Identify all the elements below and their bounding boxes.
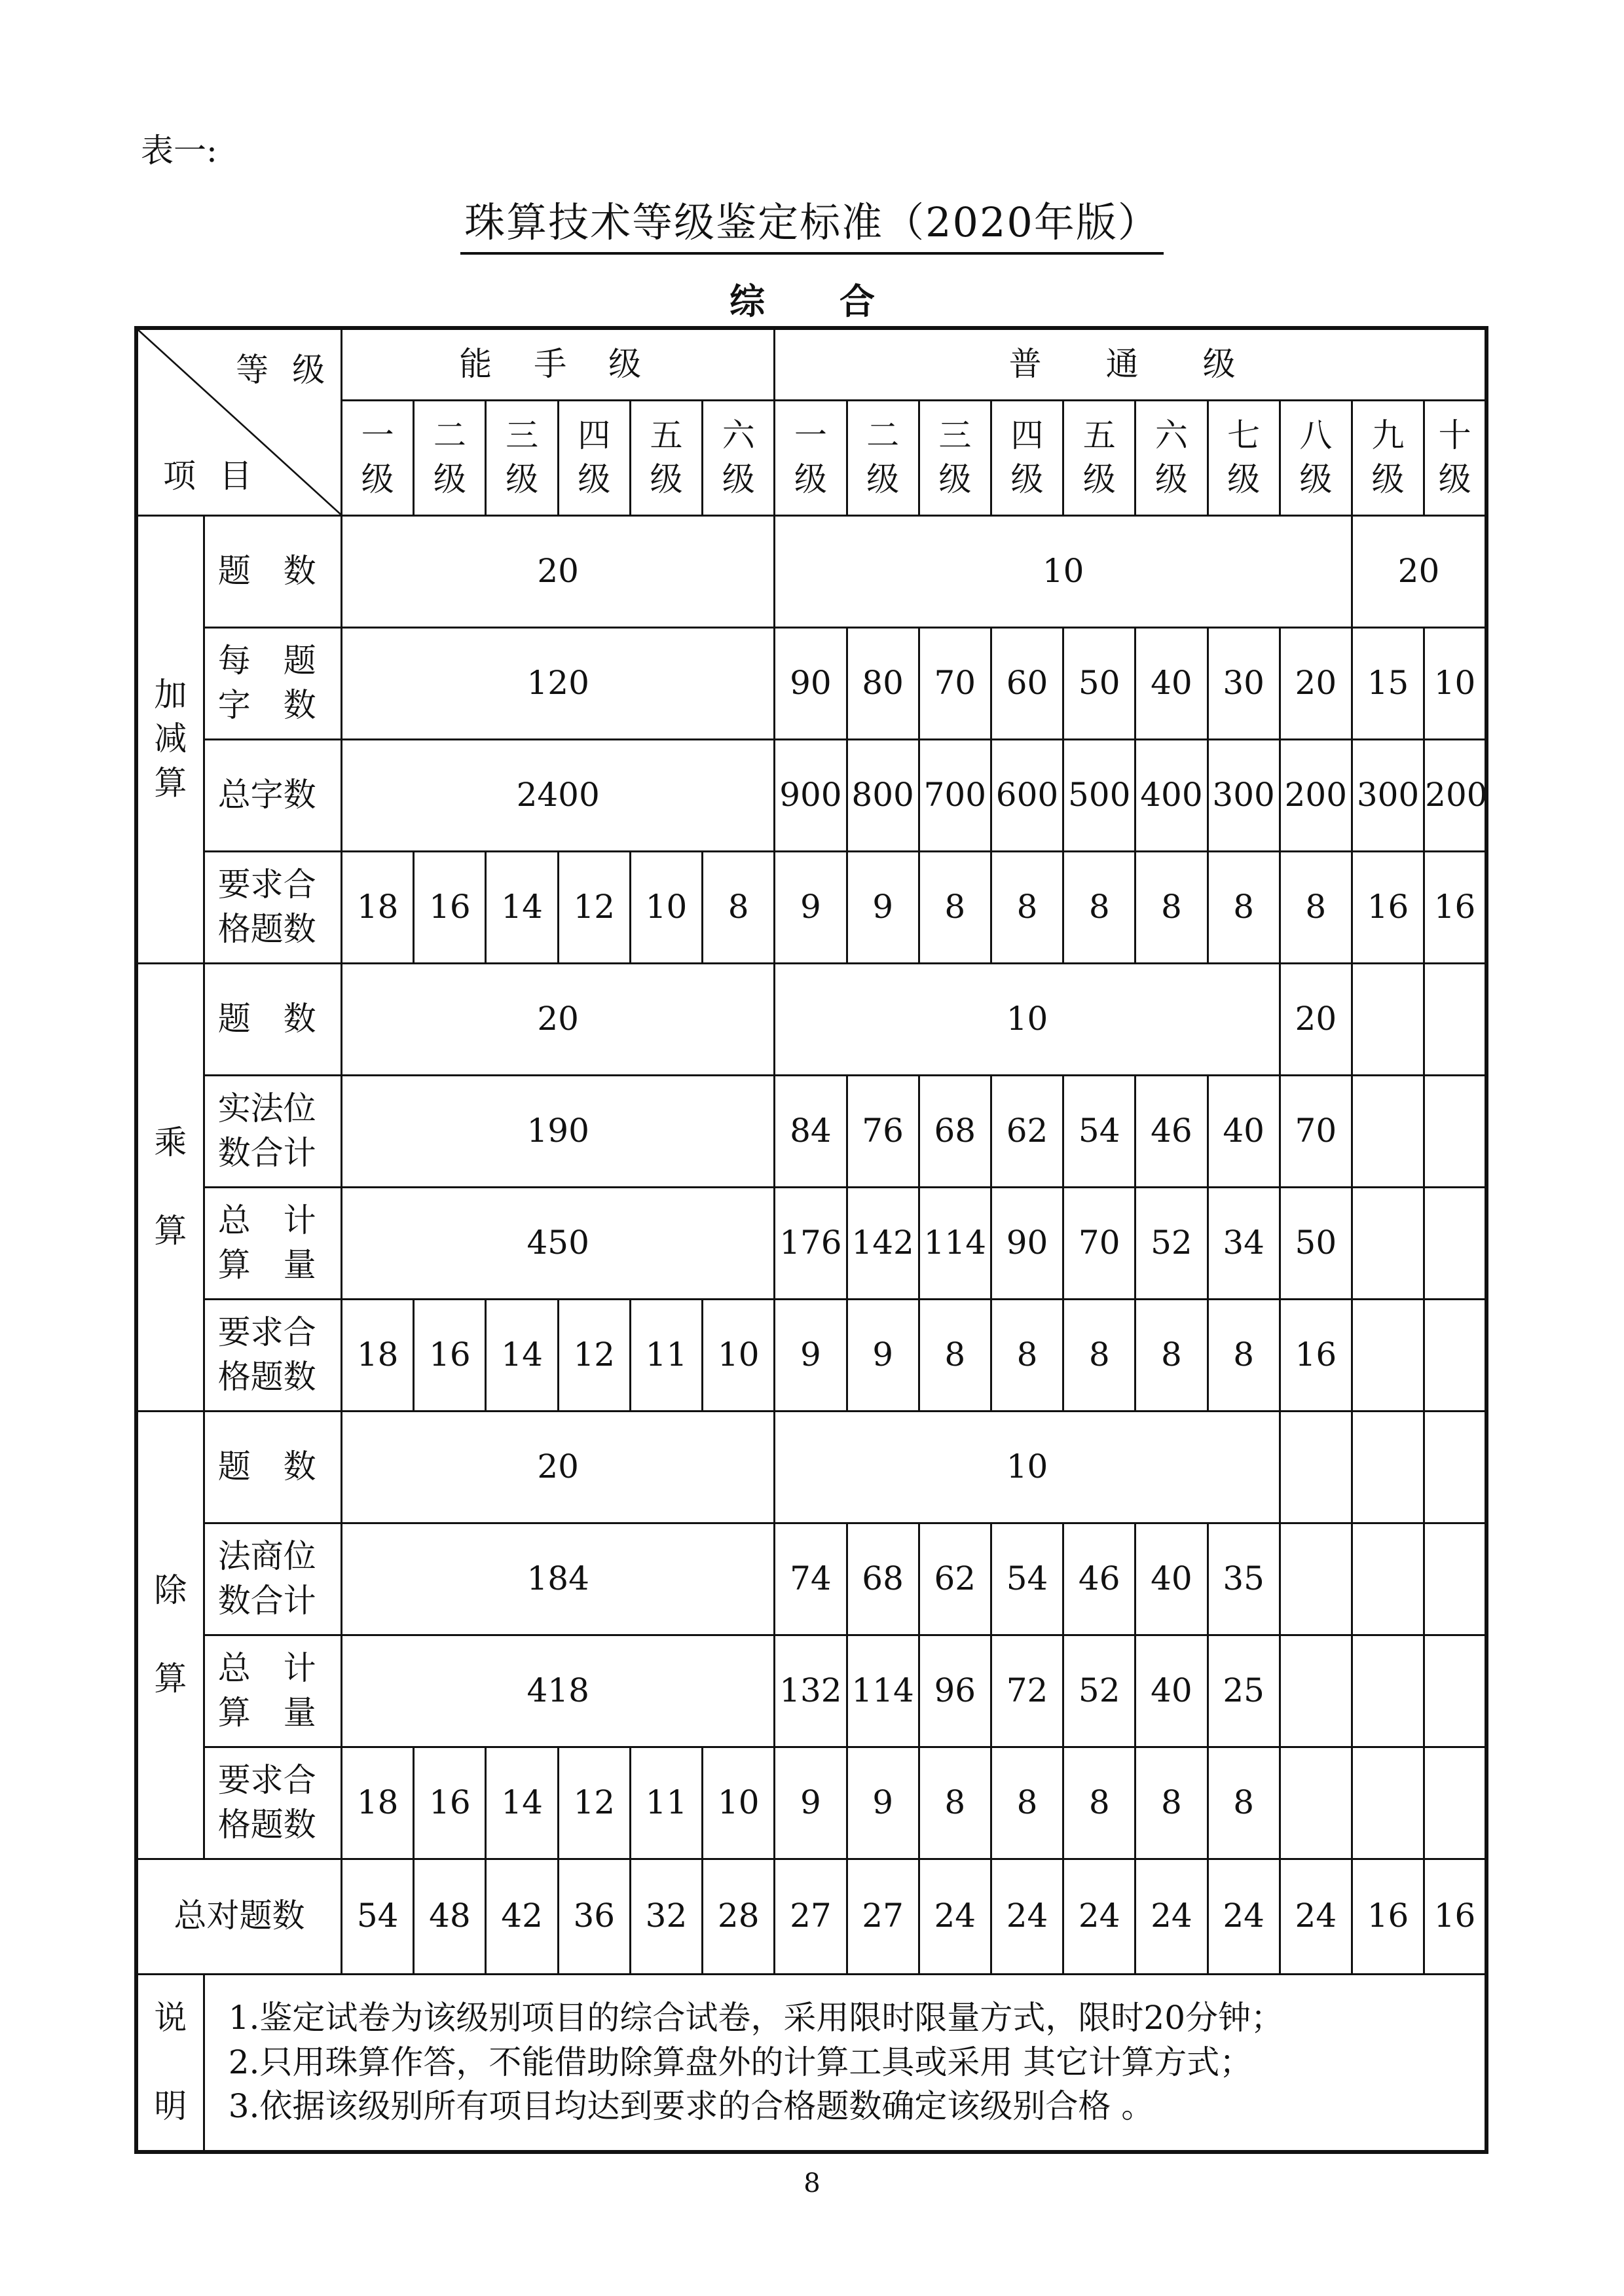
table-cell: 18: [342, 1299, 414, 1411]
table-cell: 184: [342, 1523, 775, 1635]
table-cell: 20: [1352, 515, 1486, 627]
group-header-putong: 普 通 级: [775, 328, 1486, 400]
table-cell: 70: [1063, 1187, 1135, 1299]
level-header: 十 级: [1424, 400, 1486, 515]
table-cell: 8: [1063, 1299, 1135, 1411]
table-cell: 84: [775, 1075, 847, 1187]
table-cell: 120: [342, 627, 775, 739]
table-row: [136, 851, 1486, 963]
table-cell: 96: [919, 1635, 991, 1747]
table-cell: 300: [1208, 739, 1280, 851]
table-cell: 68: [919, 1075, 991, 1187]
table-cell: 500: [1063, 739, 1135, 851]
table-cell: 40: [1135, 627, 1208, 739]
standards-table: [134, 326, 1488, 2154]
table-cell: 50: [1063, 627, 1135, 739]
table-cell: 9: [847, 1299, 919, 1411]
notes-body: [204, 1974, 1486, 2152]
table-cell: 114: [919, 1187, 991, 1299]
table-cell: 24: [1063, 1859, 1135, 1974]
table-cell: 450: [342, 1187, 775, 1299]
table-cell: 12: [558, 1299, 630, 1411]
empty-cell: [1424, 1411, 1486, 1523]
table-cell: 8: [1208, 1747, 1280, 1859]
table-cell: 8: [919, 851, 991, 963]
empty-cell: [1280, 1635, 1352, 1747]
table-cell: 32: [630, 1859, 702, 1974]
table-cell: 28: [703, 1859, 775, 1974]
table-cell: 132: [775, 1635, 847, 1747]
table-cell: 8: [703, 851, 775, 963]
notes-row: [136, 1974, 1486, 2152]
table-cell: 8: [1063, 1747, 1135, 1859]
table-cell: 11: [630, 1299, 702, 1411]
table-cell: 40: [1208, 1075, 1280, 1187]
table-cell: 90: [775, 627, 847, 739]
table-cell: 8: [1135, 851, 1208, 963]
table-cell: 9: [847, 851, 919, 963]
level-header: 七 级: [1208, 400, 1280, 515]
table-row: [136, 1187, 1486, 1299]
row-label: 题 数: [204, 1411, 341, 1523]
table-cell: 40: [1135, 1635, 1208, 1747]
table-cell: 10: [703, 1747, 775, 1859]
page-title: 珠算技术等级鉴定标准（2020年版）: [0, 190, 1624, 255]
row-label: 题 数: [204, 515, 341, 627]
table-cell: 46: [1063, 1523, 1135, 1635]
table-cell: 24: [1280, 1859, 1352, 1974]
table-cell: 50: [1280, 1187, 1352, 1299]
row-label: 总 计 算 量: [204, 1187, 341, 1299]
empty-cell: [1352, 1747, 1424, 1859]
corner-item-label: 项 目: [163, 457, 259, 495]
table-row: [136, 739, 1486, 851]
table-cell: 52: [1135, 1187, 1208, 1299]
level-header: 五 级: [1063, 400, 1135, 515]
empty-cell: [1352, 1635, 1424, 1747]
table-cell: 176: [775, 1187, 847, 1299]
table-cell: 8: [1135, 1299, 1208, 1411]
table-cell: 12: [558, 1747, 630, 1859]
table-row: [136, 1299, 1486, 1411]
table-row: [136, 515, 1486, 627]
table-cell: 48: [414, 1859, 486, 1974]
row-label: 要求合 格题数: [204, 1299, 341, 1411]
table-row: [136, 627, 1486, 739]
table-cell: 8: [991, 851, 1063, 963]
table-cell: 10: [630, 851, 702, 963]
table-cell: 24: [1208, 1859, 1280, 1974]
table-cell: 8: [1208, 1299, 1280, 1411]
table-row: [136, 1411, 1486, 1523]
table-cell: 10: [775, 963, 1280, 1075]
level-header: 三 级: [486, 400, 558, 515]
table-cell: 18: [342, 1747, 414, 1859]
table-cell: 16: [1424, 1859, 1486, 1974]
table-cell: 10: [775, 1411, 1280, 1523]
table-cell: 18: [342, 851, 414, 963]
table-cell: 16: [1424, 851, 1486, 963]
table-cell: 36: [558, 1859, 630, 1974]
row-label: 总 计 算 量: [204, 1635, 341, 1747]
table-cell: 20: [342, 963, 775, 1075]
table-cell: 9: [847, 1747, 919, 1859]
table-cell: 9: [775, 1299, 847, 1411]
empty-cell: [1352, 1523, 1424, 1635]
table-cell: 10: [775, 515, 1352, 627]
table-cell: 35: [1208, 1523, 1280, 1635]
table-cell: 16: [414, 1299, 486, 1411]
table-cell: 24: [919, 1859, 991, 1974]
row-label: 要求合 格题数: [204, 1747, 341, 1859]
total-label: 总对题数: [136, 1859, 342, 1974]
note-item: 1.鉴定试卷为该级别项目的综合试卷，采用限时限量方式，限时20分钟；: [228, 1999, 1284, 2037]
table-cell: 11: [630, 1747, 702, 1859]
level-header: 五 级: [630, 400, 702, 515]
table-cell: 15: [1352, 627, 1424, 739]
table-cell: 25: [1208, 1635, 1280, 1747]
note-item: 3.依据该级别所有项目均达到要求的合格题数确定该级别合格 。: [228, 2087, 1154, 2125]
section-label-add: 加 减 算: [136, 515, 204, 963]
level-header: 二 级: [414, 400, 486, 515]
table-cell: 8: [1063, 851, 1135, 963]
table-cell: 10: [1424, 627, 1486, 739]
table-cell: 20: [342, 515, 775, 627]
table-cell: 200: [1280, 739, 1352, 851]
empty-cell: [1352, 1411, 1424, 1523]
level-header: 三 级: [919, 400, 991, 515]
level-header: 四 级: [991, 400, 1063, 515]
page-subtitle: 综 合: [729, 280, 895, 322]
notes-label: 说 明: [136, 1974, 204, 2152]
row-label: 每 题 字 数: [204, 627, 341, 739]
table-cell: 8: [919, 1747, 991, 1859]
table-cell: 52: [1063, 1635, 1135, 1747]
section-label-mul: 乘 算: [136, 963, 204, 1411]
table-cell: 46: [1135, 1075, 1208, 1187]
row-label: 题 数: [204, 963, 341, 1075]
table-cell: 80: [847, 627, 919, 739]
table-cell: 20: [342, 1411, 775, 1523]
table-cell: 8: [1135, 1747, 1208, 1859]
table-label: 表一:: [141, 132, 217, 170]
table-cell: 14: [486, 1747, 558, 1859]
table-cell: 16: [414, 1747, 486, 1859]
table-row: [136, 1635, 1486, 1747]
empty-cell: [1352, 963, 1424, 1075]
table-cell: 70: [919, 627, 991, 739]
table-cell: 200: [1424, 739, 1486, 851]
table-row: [136, 1747, 1486, 1859]
table-cell: 40: [1135, 1523, 1208, 1635]
table-cell: 142: [847, 1187, 919, 1299]
table-cell: 9: [775, 1747, 847, 1859]
total-row: [136, 1859, 1486, 1974]
table-cell: 12: [558, 851, 630, 963]
level-header: 一 级: [775, 400, 847, 515]
table-cell: 14: [486, 851, 558, 963]
table-cell: 34: [1208, 1187, 1280, 1299]
empty-cell: [1424, 1187, 1486, 1299]
level-header: 一 级: [342, 400, 414, 515]
level-header: 四 级: [558, 400, 630, 515]
table-cell: 400: [1135, 739, 1208, 851]
table-cell: 76: [847, 1075, 919, 1187]
empty-cell: [1280, 1523, 1352, 1635]
page-number: 8: [803, 2168, 821, 2198]
table-cell: 74: [775, 1523, 847, 1635]
empty-cell: [1352, 1187, 1424, 1299]
table-cell: 20: [1280, 963, 1352, 1075]
table-cell: 30: [1208, 627, 1280, 739]
level-header: 六 级: [703, 400, 775, 515]
table-cell: 8: [991, 1747, 1063, 1859]
table-cell: 90: [991, 1187, 1063, 1299]
table-cell: 54: [991, 1523, 1063, 1635]
table-cell: 2400: [342, 739, 775, 851]
row-label: 法商位 数合计: [204, 1523, 341, 1635]
row-label: 实法位 数合计: [204, 1075, 341, 1187]
row-label: 要求合 格题数: [204, 851, 341, 963]
table-cell: 800: [847, 739, 919, 851]
table-cell: 114: [847, 1635, 919, 1747]
empty-cell: [1424, 1523, 1486, 1635]
level-header: 八 级: [1280, 400, 1352, 515]
table-cell: 54: [1063, 1075, 1135, 1187]
table-cell: 62: [919, 1523, 991, 1635]
section-label-div: 除 算: [136, 1411, 204, 1859]
table-cell: 10: [703, 1299, 775, 1411]
table-cell: 418: [342, 1635, 775, 1747]
empty-cell: [1424, 1299, 1486, 1411]
table-cell: 62: [991, 1075, 1063, 1187]
level-header: 六 级: [1135, 400, 1208, 515]
table-cell: 16: [414, 851, 486, 963]
table-cell: 24: [1135, 1859, 1208, 1974]
table-cell: 16: [1352, 851, 1424, 963]
table-cell: 700: [919, 739, 991, 851]
table-cell: 68: [847, 1523, 919, 1635]
table-cell: 54: [342, 1859, 414, 1974]
table-cell: 8: [1280, 851, 1352, 963]
level-header: 九 级: [1352, 400, 1424, 515]
table-row: [136, 1075, 1486, 1187]
table-cell: 8: [919, 1299, 991, 1411]
table-cell: 190: [342, 1075, 775, 1187]
table-cell: 900: [775, 739, 847, 851]
level-header: 二 级: [847, 400, 919, 515]
table-cell: 20: [1280, 627, 1352, 739]
table-cell: 14: [486, 1299, 558, 1411]
empty-cell: [1424, 1635, 1486, 1747]
empty-cell: [1280, 1411, 1352, 1523]
table-cell: 27: [847, 1859, 919, 1974]
table-cell: 8: [1208, 851, 1280, 963]
table-cell: 27: [775, 1859, 847, 1974]
group-header-nengshou: 能 手 级: [342, 328, 775, 400]
table-cell: 8: [991, 1299, 1063, 1411]
table-cell: 42: [486, 1859, 558, 1974]
corner-header-cell: [136, 328, 342, 515]
empty-cell: [1424, 1075, 1486, 1187]
table-cell: 9: [775, 851, 847, 963]
empty-cell: [1352, 1075, 1424, 1187]
empty-cell: [1424, 1747, 1486, 1859]
empty-cell: [1424, 963, 1486, 1075]
table-cell: 70: [1280, 1075, 1352, 1187]
table-cell: 600: [991, 739, 1063, 851]
table-row: [136, 963, 1486, 1075]
table-cell: 24: [991, 1859, 1063, 1974]
table-row: [136, 1523, 1486, 1635]
table-cell: 16: [1352, 1859, 1424, 1974]
note-item: 2.只用珠算作答，不能借助除算盘外的计算工具或采用 其它计算方式；: [228, 2043, 1253, 2081]
table-cell: 16: [1280, 1299, 1352, 1411]
corner-level-label: 等 级: [236, 351, 332, 389]
empty-cell: [1352, 1299, 1424, 1411]
table-cell: 60: [991, 627, 1063, 739]
empty-cell: [1280, 1747, 1352, 1859]
row-label: 总字数: [204, 739, 341, 851]
table-cell: 300: [1352, 739, 1424, 851]
table-cell: 72: [991, 1635, 1063, 1747]
